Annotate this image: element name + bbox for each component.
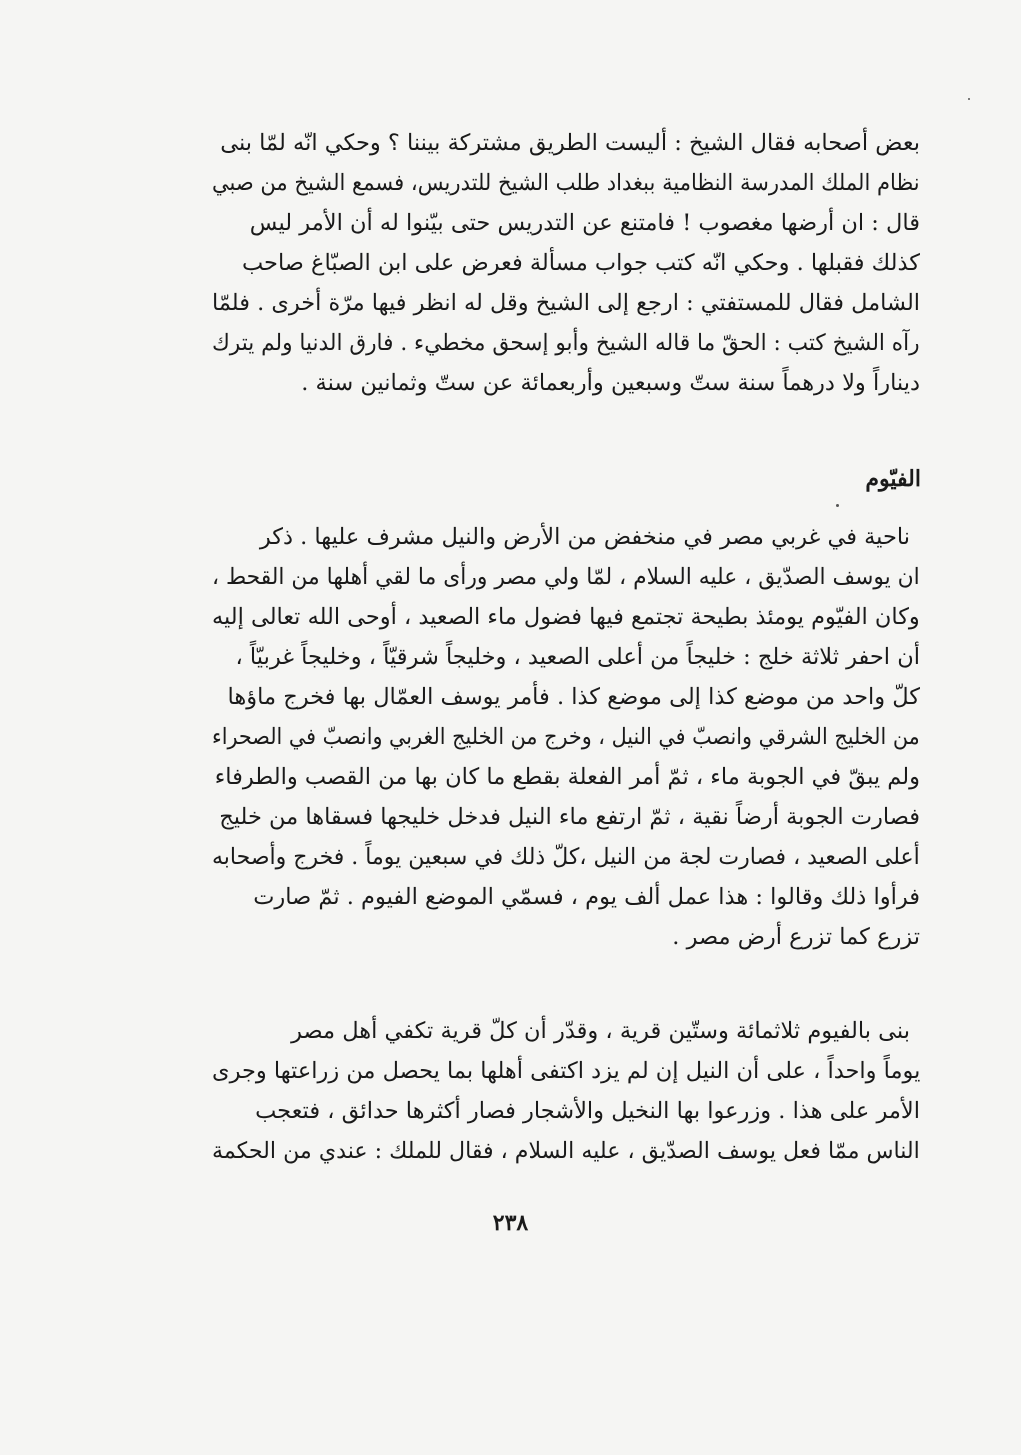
- page-number: ٢٣٨: [492, 1210, 529, 1236]
- text-line: الناس ممّا فعل يوسف الصدّيق ، عليه السلام ، فقال للملك : عندي من الحكمة: [212, 1138, 920, 1164]
- text-line: بنى بالفيوم ثلاثمائة وستّين قرية ، وقدّر أن كلّ قرية تكفي أهل مصر: [291, 1018, 910, 1044]
- text-line: الشامل فقال للمستفتي : ارجع إلى الشيخ وقل له انظر فيها مرّة أخرى . فلمّا: [211, 290, 920, 316]
- text-line: كلّ واحد من موضع كذا إلى موضع كذا . فأمر يوسف العمّال بها فخرج ماؤها: [227, 684, 920, 710]
- text-line: يوماً واحداً ، على أن النيل إن لم يزد اكتفى أهلها بما يحصل من زراعتها وجرى: [211, 1058, 920, 1084]
- text-line: كذلك فقبلها . وحكي انّه كتب جواب مسألة فعرض على ابن الصبّاغ صاحب: [241, 250, 920, 276]
- scan-speck: [968, 98, 970, 100]
- text-line: رآه الشيخ كتب : الحقّ ما قاله الشيخ وأبو إسحق مخطيء . فارق الدنيا ولم يترك: [212, 330, 920, 356]
- text-line: الأمر على هذا . وزرعوا بها النخيل والأشجار فصار أكثرها حدائق ، فتعجب: [255, 1098, 920, 1124]
- text-line: أعلى الصعيد ، فصارت لجة من النيل ،كلّ ذلك في سبعين يوماً . فخرج وأصحابه: [212, 844, 920, 870]
- text-line: وكان الفيّوم يومئذ بطيحة تجتمع فيها فضول ماء الصعيد ، أوحى الله تعالى إليه: [212, 604, 920, 630]
- text-line: ولم يبقّ في الجوبة ماء ، ثمّ أمر الفعلة بقطع ما كان بها من القصب والطرفاء: [214, 764, 920, 790]
- text-line: نظام الملك المدرسة النظامية ببغداد طلب الشيخ للتدريس، فسمع الشيخ من صبي: [212, 170, 920, 196]
- text-line: أن احفر ثلاثة خلج : خليجاً من أعلى الصعيد ، وخليجاً شرقيّاً ، وخليجاً غربيّاً ،: [235, 644, 920, 670]
- text-line: فرأوا ذلك وقالوا : هذا عمل ألف يوم ، فسمّي الموضع الفيوم . ثمّ صارت: [253, 884, 920, 910]
- paragraph-1: [212, 128, 920, 428]
- text-line: قال : ان أرضها مغصوب ! فامتنع عن التدريس حتى بيّنوا له أن الأمر ليس: [249, 210, 920, 236]
- text-line: تزرع كما تزرع أرض مصر .: [672, 924, 920, 950]
- text-line: ناحية في غربي مصر في منخفض من الأرض والنيل مشرف عليها . ذكر: [259, 524, 910, 550]
- text-line: من الخليج الشرقي وانصبّ في النيل ، وخرج من الخليج الغربي وانصبّ في الصحراء: [212, 724, 920, 750]
- text-line: ان يوسف الصدّيق ، عليه السلام ، لمّا ولي مصر ورأى ما لقي أهلها من القحط ،: [212, 564, 920, 590]
- text-line: فصارت الجوبة أرضاً نقية ، ثمّ ارتفع ماء النيل فدخل خليجها فسقاها من خليج: [219, 804, 920, 830]
- section-heading: الفيّوم: [865, 466, 921, 492]
- text-line: بعض أصحابه فقال الشيخ : أليست الطريق مشتركة بيننا ؟ وحكي انّه لمّا بنى: [220, 130, 920, 156]
- scan-speck: [836, 504, 839, 507]
- text-line: ديناراً ولا درهماً سنة ستّ وسبعين وأربعمائة عن ستّ وثمانين سنة .: [301, 370, 920, 396]
- paragraph-3: [212, 1016, 920, 1186]
- paragraph-2: [212, 522, 920, 972]
